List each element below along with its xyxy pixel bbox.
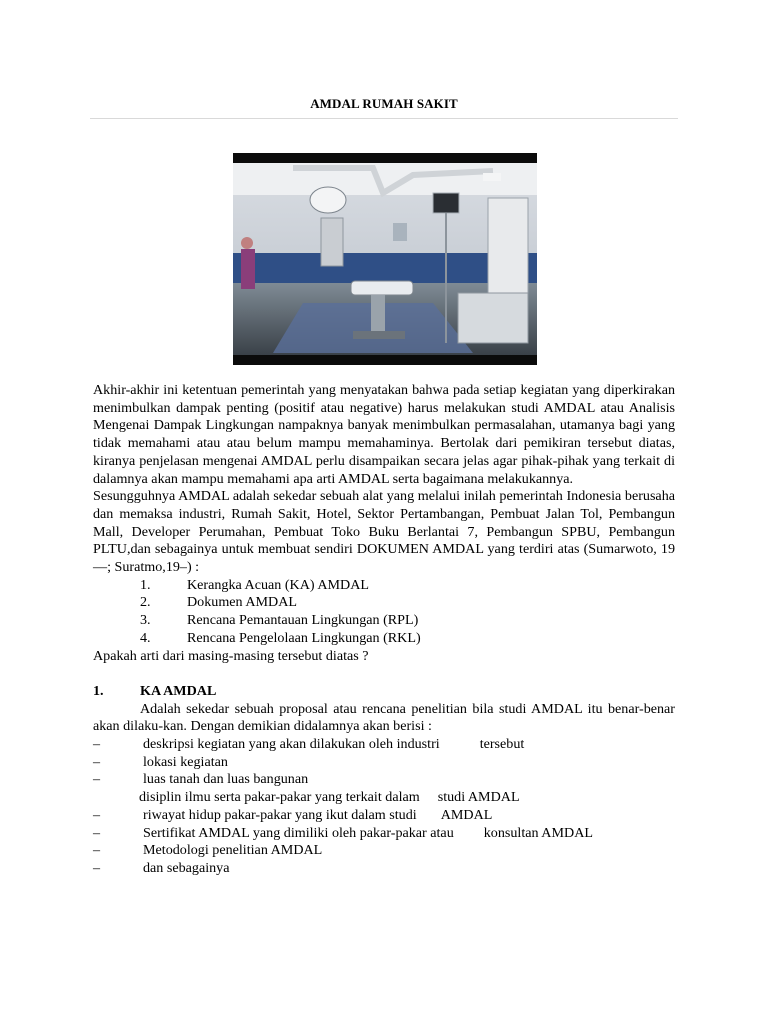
question-text: Apakah arti dari masing-masing tersebut diatas ? [93,647,369,664]
list-item: – deskripsi kegiatan yang akan dilakukan oleh industri tersebut [93,736,525,753]
list-item: – riwayat hidup pakar-pakar yang ikut dalam studi AMDAL [93,806,493,823]
amdal-document-list [93,577,675,648]
list-item: disiplin ilmu serta pakar-pakar yang terkait dalam studi AMDAL [139,789,520,806]
list-item: 4. Rencana Pengelolaan Lingkungan (RKL) [140,629,421,646]
document-title: AMDAL RUMAH SAKIT [310,96,458,111]
list-item: – lokasi kegiatan [93,753,228,770]
title-divider [90,118,678,119]
list-item: 3. Rencana Pemantauan Lingkungan (RPL) [140,612,419,629]
list-item: – Metodologi penelitian AMDAL [93,842,323,859]
definition-paragraph: Sesungguhnya AMDAL adalah sekedar sebuah alat yang melalui inilah pemerintah Indonesia berusaha dan memaksa industri, Rumah Sakit, Hotel, Sektor Pertambangan, Pembuat Jalan Tol, Pembangun Mall, Developer Perumahan, Pembuat Toko Buku Berlantai 7, Pembangun SPBU, Pembangun PLTU,dan sebagainya untuk membuat sendiri DOKUMEN AMDAL yang terdiri atas (Sumarwoto, 19—; Suratmo,19–) : [93,488,675,576]
intro-paragraph: Akhir-akhir ini ketentuan pemerintah yang menyatakan bahwa pada setiap kegiatan yang diperkirakan menimbulkan dampak penting (positif atau negative) harus melakukan studi AMDAL atau Analisis Mengenai Dampak Lingkungan nampaknya banyak menimbulkan permasalahan, utamanya bagi yang tidak memahami atau atau belum mampu memahaminya. Bertolak dari pemikiran tersebut diatas, kiranya penjelasan mengenai AMDAL perlu disampaikan secara jelas agar pihak-pihak yang terkait di dalamnya akan mampu memahami apa arti AMDAL serta bagaimana melakukannya. [93,382,675,487]
list-item: 1. Kerangka Acuan (KA) AMDAL [140,576,369,593]
list-item: – Sertifikat AMDAL yang dimiliki oleh pakar-pakar atau konsultan AMDAL [93,824,593,841]
ka-amdal-items [93,736,675,878]
list-item: 2. Dokumen AMDAL [140,594,298,611]
document-body [93,382,675,878]
list-item: – dan sebagainya [93,859,230,876]
section-intro: Adalah sekedar sebuah proposal atau rencana penelitian bila studi AMDAL itu benar-benar akan dilaku-kan. Dengan demikian didalamnya akan berisi : [93,700,675,735]
section-heading-ka-amdal: 1. KA AMDAL [93,682,217,699]
operating-room-photo [233,153,537,365]
list-item: – luas tanah dan luas bangunan [93,771,309,788]
